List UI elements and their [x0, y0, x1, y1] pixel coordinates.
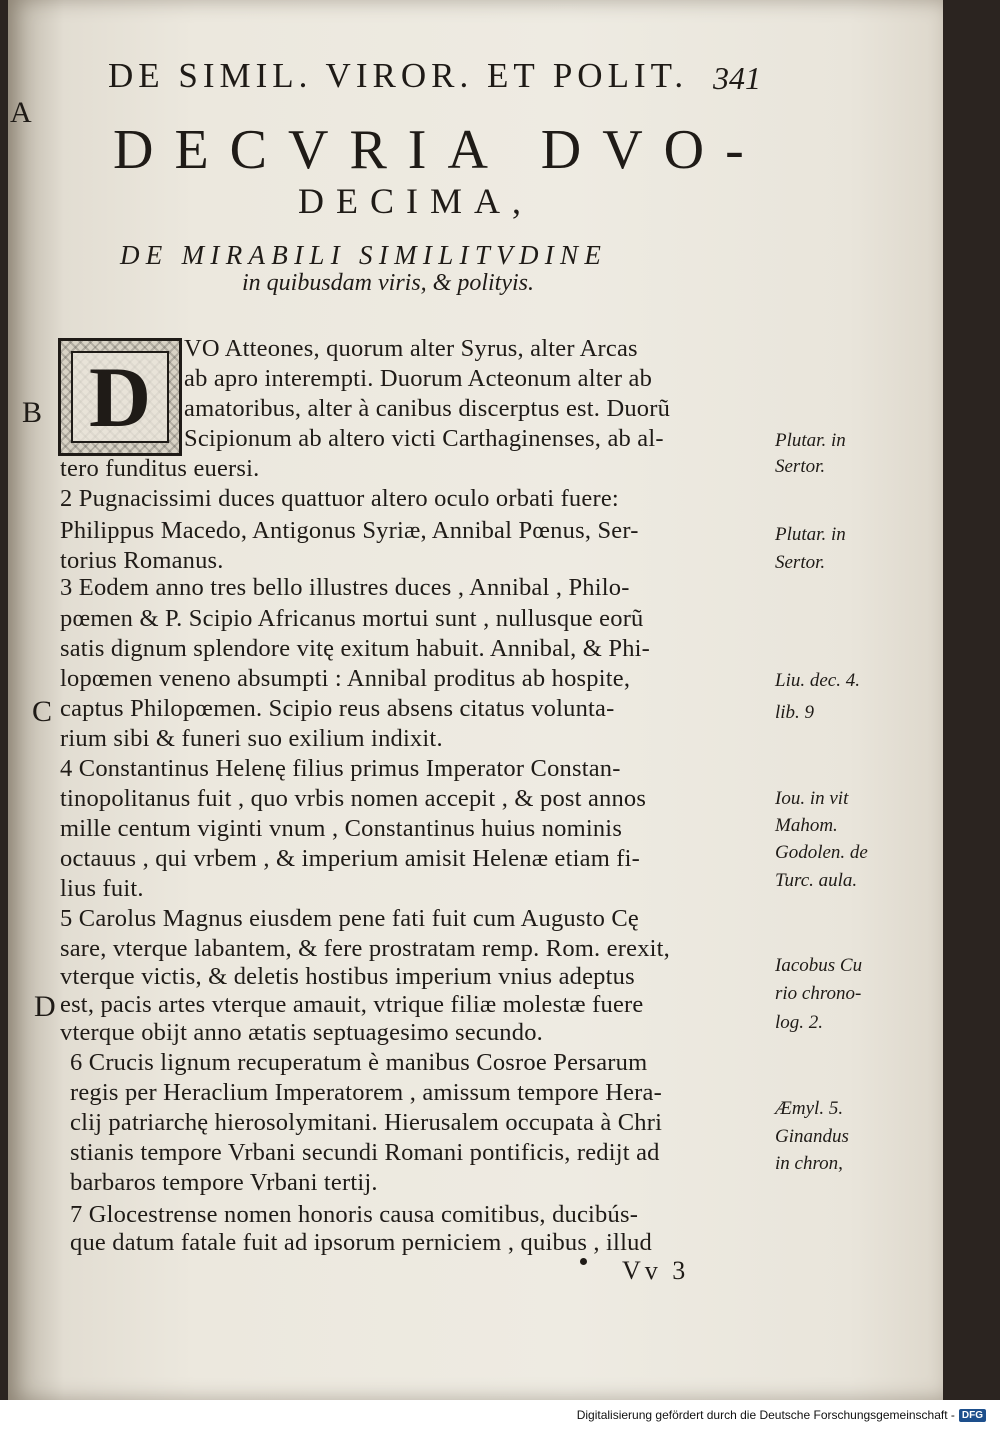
text-line: lopœmen veneno absumpti : Annibal proditus ab hospite,	[60, 665, 631, 692]
side-note: lib. 9	[775, 702, 815, 723]
initial-letter: D	[71, 351, 169, 443]
text-line: captus Philopœmen. Scipio reus absens citatus volunta-	[60, 695, 615, 722]
side-note: Ginandus	[775, 1126, 849, 1147]
margin-mark-c: C	[32, 695, 53, 728]
text-line: barbaros tempore Vrbani tertij.	[70, 1169, 378, 1196]
side-note: Mahom.	[775, 815, 838, 836]
side-note: in chron,	[775, 1153, 843, 1174]
text-line: amatoribus, alter à canibus discerptus est. Duorũ	[184, 395, 671, 422]
ink-dot	[580, 1258, 587, 1265]
subtitle-line-1: DE MIRABILI SIMILITVDINE	[120, 240, 608, 270]
dfg-logo: DFG	[959, 1409, 986, 1422]
text-line: 2 Pugnacissimi duces quattuor altero oculo orbati fuere:	[60, 485, 619, 512]
text-line: mille centum viginti vnum , Constantinus huius nominis	[60, 815, 623, 842]
text-line: vterque obijt anno ætatis septuagesimo secundo.	[60, 1019, 543, 1046]
text-line: Philippus Macedo, Antigonus Syriæ, Annibal Pœnus, Ser-	[60, 517, 639, 544]
catchword: Vv 3	[622, 1256, 690, 1285]
margin-mark-a: A	[10, 96, 32, 129]
side-note: Iou. in vit	[775, 788, 849, 809]
side-note: Liu. dec. 4.	[775, 670, 860, 691]
text-line: lius fuit.	[60, 875, 144, 902]
running-title: DE SIMIL. VIROR. ET POLIT.	[108, 56, 689, 95]
margin-mark-b: B	[22, 396, 43, 429]
text-line: VO Atteones, quorum alter Syrus, alter Arcas	[184, 335, 638, 362]
decorated-initial	[58, 338, 182, 456]
text-line: torius Romanus.	[60, 547, 224, 574]
text-line: que datum fatale fuit ad ipsorum perniciem , quibus , illud	[70, 1229, 652, 1256]
text-line: est, pacis artes vterque amauit, vtrique filiæ molestæ fuere	[60, 991, 644, 1018]
margin-mark-d: D	[34, 990, 56, 1023]
text-line: 3 Eodem anno tres bello illustres duces , Annibal , Philo-	[60, 574, 630, 601]
text-line: tinopolitanus fuit , quo vrbis nomen accepit , & post annos	[60, 785, 647, 812]
text-line: 6 Crucis lignum recuperatum è manibus Cosroe Persarum	[70, 1049, 648, 1076]
text-line: vterque victis, & deletis hostibus imperium vnius adeptus	[60, 963, 635, 990]
heading-line-2: DECIMA,	[298, 181, 533, 221]
side-note: log. 2.	[775, 1012, 824, 1033]
side-note: Plutar. in	[775, 430, 846, 451]
text-line: pœmen & P. Scipio Africanus mortui sunt , nullusque eorũ	[60, 605, 644, 632]
text-line: tero funditus euersi.	[60, 455, 260, 482]
text-line: 5 Carolus Magnus eiusdem pene fati fuit cum Augusto Cę	[60, 905, 639, 932]
text-line: stianis tempore Vrbani secundi Romani pontificis, redijt ad	[70, 1139, 660, 1166]
side-note: Turc. aula.	[775, 870, 858, 891]
side-note: Iacobus Cu	[775, 955, 863, 976]
text-line: sare, vterque labantem, & fere prostratam remp. Rom. erexit,	[60, 935, 670, 962]
page-number: 341	[713, 60, 761, 96]
text-line: octauus , qui vrbem , & imperium amisit Helenæ etiam fi-	[60, 845, 641, 872]
side-note: Sertor.	[775, 552, 826, 573]
text-line: satis dignum splendore vitę exitum habuit. Annibal, & Phi-	[60, 635, 651, 662]
side-note: Æmyl. 5.	[775, 1098, 844, 1119]
text-line: clij patriarchę hierosolymitani. Hierusalem occupata à Chri	[70, 1109, 663, 1136]
subtitle-line-2: in quibusdam viris, & polityis.	[242, 270, 535, 296]
side-note: Godolen. de	[775, 842, 868, 863]
text-line: 4 Constantinus Helenę filius primus Imperator Constan-	[60, 755, 621, 782]
book-page	[8, 0, 943, 1400]
side-note: rio chrono-	[775, 983, 862, 1004]
text-line: ab apro interempti. Duorum Acteonum alter ab	[184, 365, 653, 392]
funding-text: Digitalisierung gefördert durch die Deutsche Forschungsgemeinschaft -	[576, 1408, 955, 1422]
funding-footer	[577, 1408, 986, 1422]
text-line: rium sibi & funeri suo exilium indixit.	[60, 725, 443, 752]
heading-line-1: DECVRIA DVO-	[113, 119, 765, 181]
side-note: Sertor.	[775, 456, 826, 477]
side-note: Plutar. in	[775, 524, 846, 545]
text-line: regis per Heraclium Imperatorem , amissum tempore Hera-	[70, 1079, 662, 1106]
text-line: 7 Glocestrense nomen honoris causa comitibus, ducibús-	[70, 1201, 639, 1228]
text-line: Scipionum ab altero victi Carthaginenses, ab al-	[184, 425, 664, 452]
